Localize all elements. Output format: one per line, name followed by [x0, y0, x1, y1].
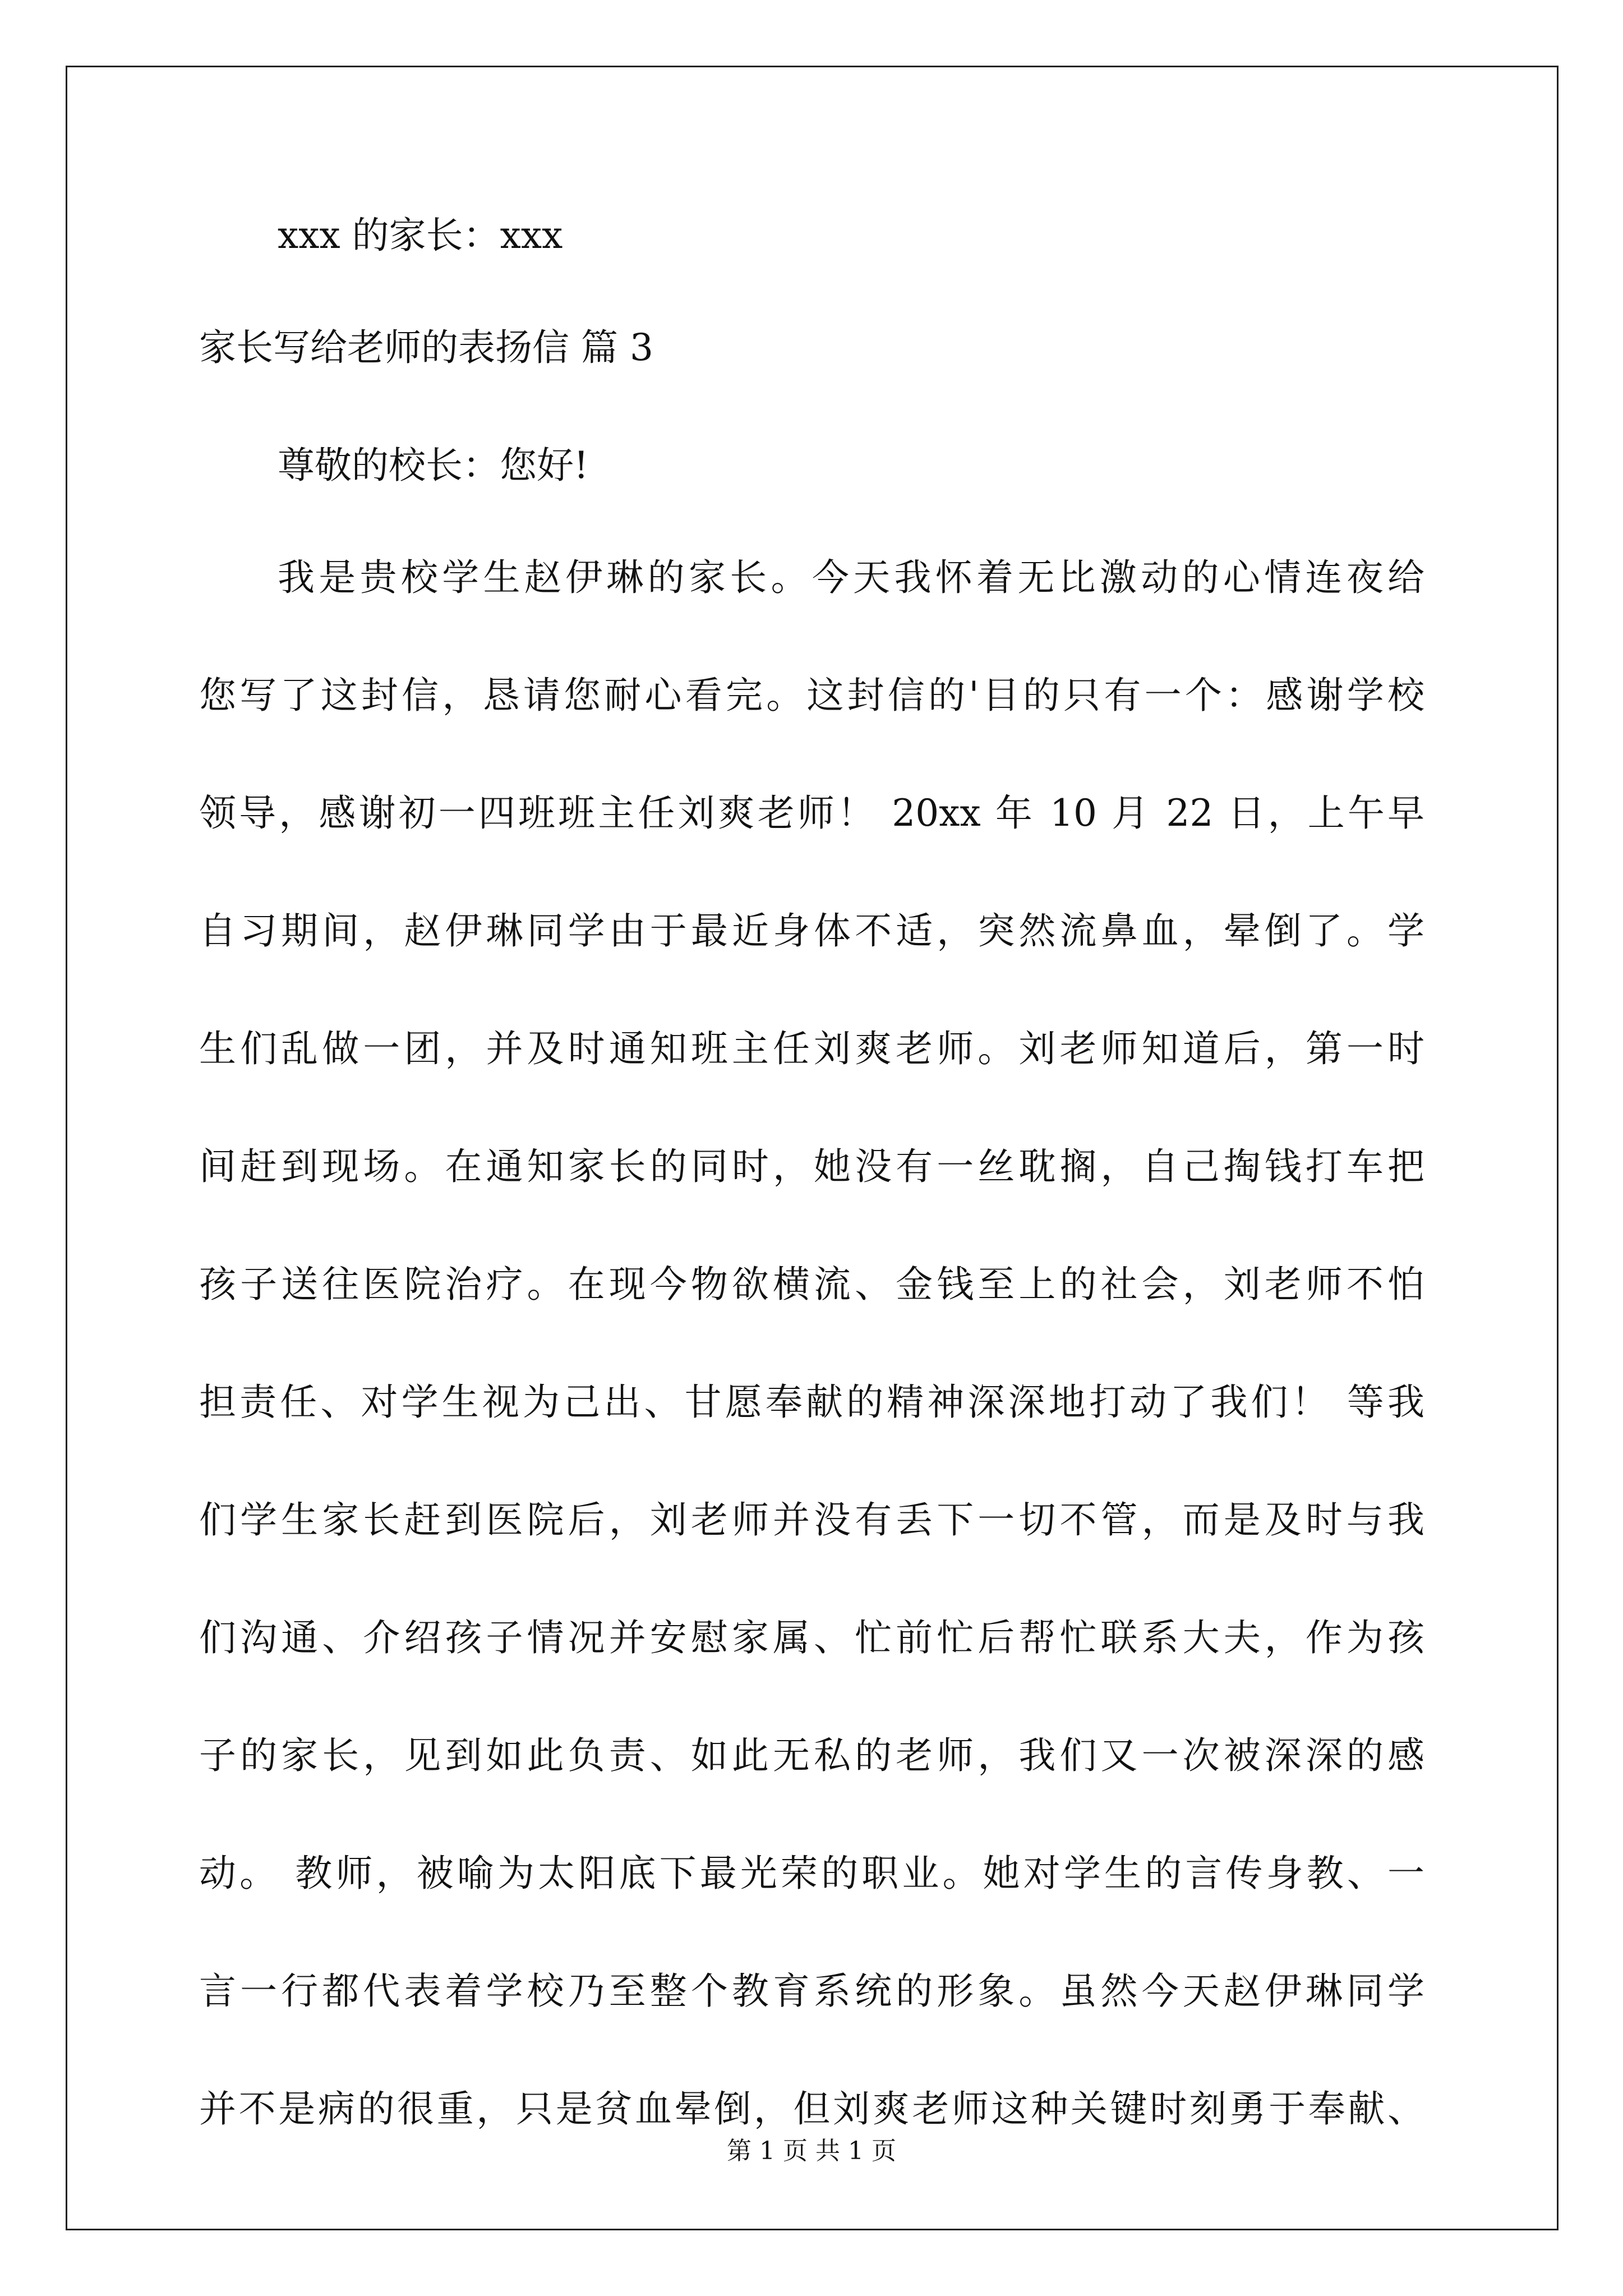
paragraph-line: 言一行都代表着学校乃至整个教育系统的形象。虽然今天赵伊琳同学	[199, 1970, 1424, 2013]
paragraph-line: 并不是病的很重，只是贫血晕倒，但刘爽老师这种关键时刻勇于奉献、	[199, 2087, 1424, 2131]
paragraph-line: 我是贵校学生赵伊琳的家长。今天我怀着无比激动的心情连夜给	[278, 556, 1424, 599]
paragraph-line: 生们乱做一团，并及时通知班主任刘爽老师。刘老师知道后，第一时	[199, 1027, 1424, 1070]
paragraph-line: 们学生家长赶到医院后，刘老师并没有丢下一切不管，而是及时与我	[199, 1498, 1424, 1542]
paragraph-line: 担责任、对学生视为己出、甘愿奉献的精神深深地打动了我们！ 等我	[199, 1381, 1424, 1424]
paragraph-line: 间赶到现场。在通知家长的同时，她没有一丝耽搁，自己掏钱打车把	[199, 1145, 1424, 1188]
paragraph-line: 子的家长，见到如此负责、如此无私的老师，我们又一次被深深的感	[199, 1734, 1424, 1777]
paragraph-line: 们沟通、介绍孩子情况并安慰家属、忙前忙后帮忙联系大夫，作为孩	[199, 1616, 1424, 1659]
paragraph-line: 动。 教师，被喻为太阳底下最光荣的职业。她对学生的言传身教、一	[199, 1852, 1424, 1895]
salutation-line: 尊敬的校长：您好!	[278, 444, 589, 487]
page-footer: 第 1 页 共 1 页	[727, 2137, 896, 2165]
paragraph-line: 领导，感谢初一四班班主任刘爽老师！ 20xx 年 10 月 22 日，上午早	[199, 792, 1424, 835]
paragraph-line: 自习期间，赵伊琳同学由于最近身体不适，突然流鼻血，晕倒了。学	[199, 909, 1424, 953]
paragraph-line: 孩子送往医院治疗。在现今物欲横流、金钱至上的社会，刘老师不怕	[199, 1263, 1424, 1306]
paragraph-line: 您写了这封信，恳请您耐心看完。这封信的'目的只有一个：感谢学校	[199, 674, 1424, 717]
signature-line: xxx 的家长：xxx	[278, 214, 563, 257]
section-heading: 家长写给老师的表扬信 篇 3	[199, 326, 653, 369]
